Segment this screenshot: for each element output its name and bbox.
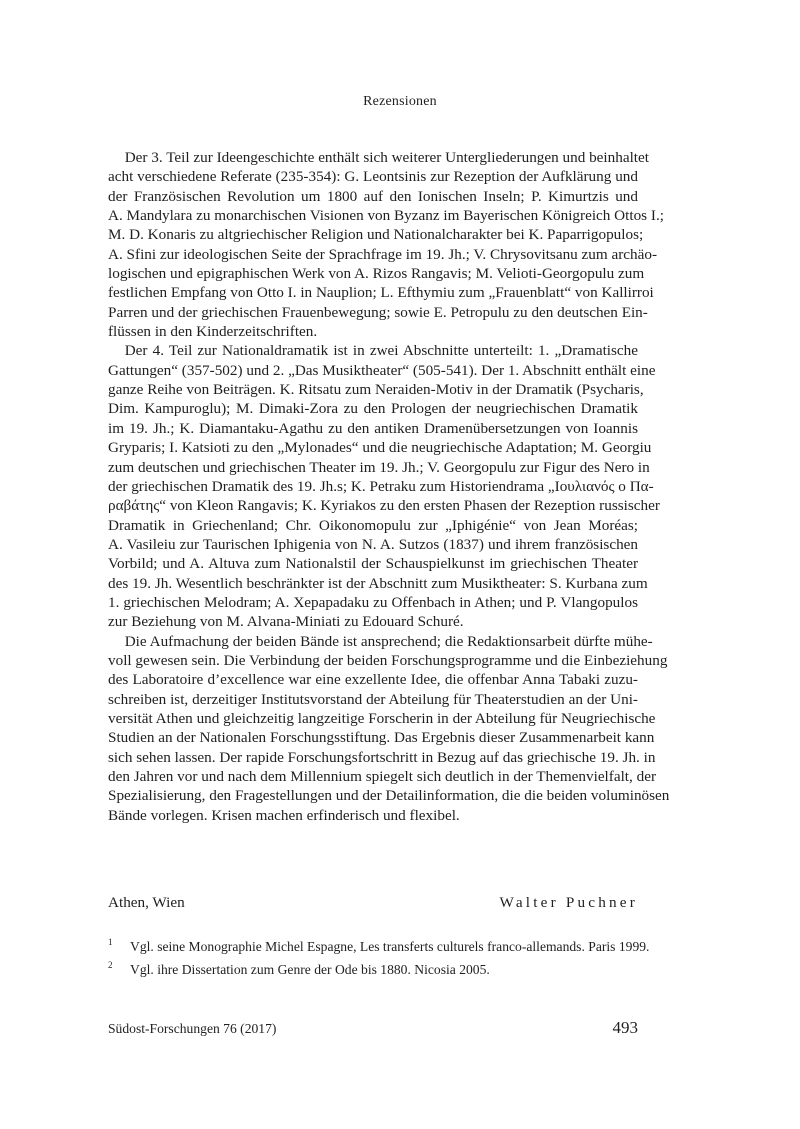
text-line: ganze Reihe von Beiträgen. K. Ritsatu zum Neraiden-Motiv in der Dramatik (Psycharis, xyxy=(108,381,644,399)
footnote-2 xyxy=(108,958,668,981)
footnote-1 xyxy=(108,935,668,958)
text-line: Die Aufmachung der beiden Bände ist ansprechend; die Redaktionsarbeit dürfte mühe- xyxy=(124,632,653,650)
text-line: sich sehen lassen. Der rapide Forschungsfortschritt in Bezug auf das griechische 19. Jh. in xyxy=(108,748,656,766)
footnotes xyxy=(108,935,668,981)
text-line: Parren und der griechischen Frauenbewegung; sowie E. Petropulu zu den deutschen Ein- xyxy=(108,303,648,321)
paragraph-aufmachung xyxy=(108,632,670,825)
signature-place: Athen, Wien xyxy=(108,894,185,911)
text-line: Dramatik in Griechenland; Chr. Oikonomopulu zur „Iphigénie“ von Jean Moréas; xyxy=(108,516,638,534)
text-line: ραβάτης“ von Kleon Rangavis; K. Kyriakos zu den ersten Phasen der Rezeption russischer xyxy=(108,497,660,515)
text-line: schreiben ist, derzeitiger Institutsvorstand der Abteilung für Theaterstudien an der Uni- xyxy=(108,690,638,708)
text-line: Bände vorlegen. Krisen machen erfinderisch und flexibel. xyxy=(108,806,460,824)
text-line: Dim. Kampuroglu); M. Dimaki-Zora zu den Prologen der neugriechischen Dramatik xyxy=(108,400,638,418)
text-line: der griechischen Dramatik des 19. Jh.s; K. Petraku zum Historiendrama „Ιουλιανός ο Πα- xyxy=(108,477,654,495)
text-line: zum deutschen und griechischen Theater im 19. Jh.; V. Georgopulu zur Figur des Nero in xyxy=(108,458,650,476)
footnote-number: 2 xyxy=(108,960,113,970)
running-title: Rezensionen xyxy=(363,94,437,109)
text-line: A. Mandylara zu monarchischen Visionen von Byzanz im Bayerischen Königreich Ottos I.; xyxy=(108,207,664,225)
text-line: Spezialisierung, den Fragestellungen und der Detailinformation, die die beiden voluminösen xyxy=(108,787,670,805)
text-line: flüssen in den Kinderzeitschriften. xyxy=(108,323,318,341)
text-line: des Laboratoire d’excellence war eine exzellente Idee, die offenbar Anna Tabaki zuzu- xyxy=(108,671,638,689)
footnote-text: Vgl. seine Monographie Michel Espagne, Les transferts culturels franco-allemands. Paris 1999. xyxy=(130,939,650,954)
signature-block xyxy=(108,894,638,912)
text-line: voll gewesen sein. Die Verbindung der beiden Forschungsprogramme und die Einbeziehung xyxy=(108,651,668,669)
text-line: 1. griechischen Melodram; A. Xepapadaku zu Offenbach in Athen; und P. Vlangopulos xyxy=(108,593,638,611)
footnote-text: Vgl. ihre Dissertation zum Genre der Ode bis 1880. Nicosia 2005. xyxy=(130,962,490,977)
text-line: Vorbild; und A. Altuva zum Nationalstil der Schauspielkunst im griechischen Theater xyxy=(108,555,638,573)
text-line: Der 4. Teil zur Nationaldramatik ist in zwei Abschnitte unterteilt: 1. „Dramatische xyxy=(124,342,638,360)
text-line: Gryparis; I. Katsioti zu den „Mylonades“ und die neugriechische Adaptation; M. Georgiu xyxy=(108,439,652,457)
text-line: A. Vasileiu zur Taurischen Iphigenia von N. A. Sutzos (1837) und ihrem französischen xyxy=(108,535,638,553)
text-line: versität Athen und gleichzeitig langzeitige Forscherin in der Abteilung für Neugriechische xyxy=(108,709,656,727)
page-number: 493 xyxy=(612,1018,638,1037)
text-line: A. Sfini zur ideologischen Seite der Sprachfrage im 19. Jh.; V. Chrysovitsanu zum archäo- xyxy=(108,245,658,263)
review-body xyxy=(108,148,670,825)
text-line: der Französischen Revolution um 1800 auf den Ionischen Inseln; P. Kimurtzis und xyxy=(108,187,638,205)
journal-citation: Südost-Forschungen 76 (2017) xyxy=(108,1021,277,1036)
signature-author: Walter Puchner xyxy=(499,894,638,911)
text-line: im 19. Jh.; K. Diamantaku-Agathu zu den antiken Dramenübersetzungen von Ioannis xyxy=(108,419,638,437)
text-line: M. D. Konaris zu altgriechischer Religion und Nationalcharakter bei K. Paparrigopulos; xyxy=(108,226,644,244)
text-line: Gattungen“ (357-502) und 2. „Das Musiktheater“ (505-541). Der 1. Abschnitt enthält eine xyxy=(108,361,656,379)
text-line: acht verschiedene Referate (235-354): G. Leontsinis zur Rezeption der Aufklärung und xyxy=(108,168,638,186)
text-line: Studien an der Nationalen Forschungsstiftung. Das Ergebnis dieser Zusammenarbeit kann xyxy=(108,729,655,747)
text-line: Der 3. Teil zur Ideengeschichte enthält sich weiterer Untergliederungen und beinhaltet xyxy=(124,149,649,166)
footnote-number: 1 xyxy=(108,937,113,947)
paragraph-nationaldramatik xyxy=(108,341,660,631)
paragraph-ideengeschichte xyxy=(108,148,664,341)
text-line: des 19. Jh. Wesentlich beschränkter ist der Abschnitt zum Musiktheater: S. Kurbana zum xyxy=(108,574,648,592)
text-line: festlichen Empfang von Otto I. in Nauplion; L. Efthymiu zum „Frauenblatt“ von Kallirroi xyxy=(108,284,654,302)
text-line: logischen und epigraphischen Werk von A. Rizos Rangavis; M. Velioti-Georgopulu zum xyxy=(108,265,645,283)
text-line: den Jahren vor und nach dem Millennium spiegelt sich deutlich in der Themenvielfalt, der xyxy=(108,768,657,785)
text-line: zur Beziehung von M. Alvana-Miniati zu Edouard Schuré. xyxy=(108,613,464,631)
